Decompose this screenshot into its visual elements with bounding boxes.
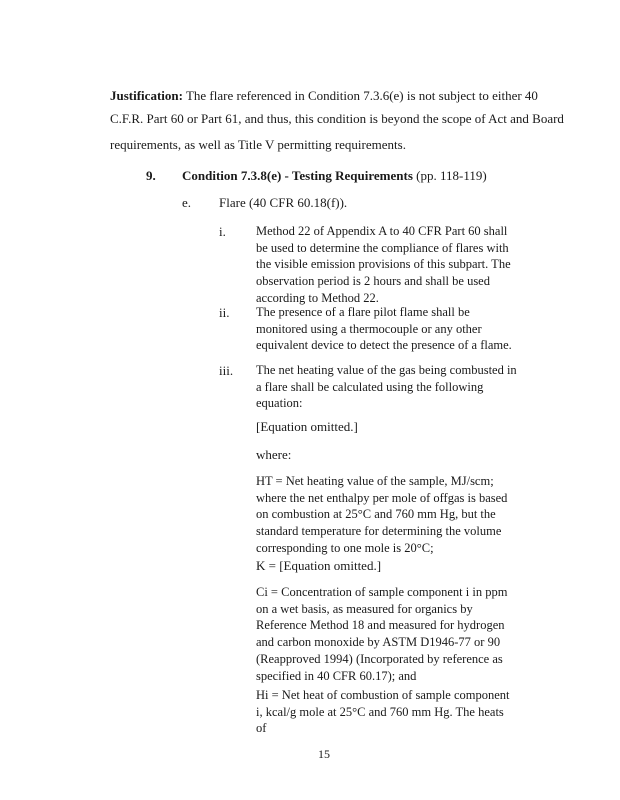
justification-line-1 — [110, 88, 538, 104]
ht-definition: HT = Net heating value of the sample, MJ/scm; where the net enthalpy per mole of offgas is based on combustion at 25°C and 760 mm Hg, but the standard temperature for determining the volume corresponding to one mole is 20°C; — [256, 474, 508, 555]
item-numeral: ii. — [219, 305, 230, 320]
justification-label: Justification: — [110, 88, 183, 103]
subsection-title: Flare (40 CFR 60.18(f)). — [219, 195, 348, 210]
item-numeral: iii. — [219, 363, 234, 378]
section-heading-line — [182, 168, 487, 184]
item-text: The net heating value of the gas being combusted in a flare shall be calculated using the following equation: — [256, 363, 517, 411]
justification-text-1: The flare referenced in Condition 7.3.6(e) is not subject to either 40 — [185, 88, 538, 103]
subsection-letter: e. — [182, 195, 192, 210]
where-label: where: — [256, 447, 292, 462]
ci-definition: Ci = Concentration of sample component i in ppm on a wet basis, as measured for organics by Reference Method 18 and measured for hydrogen and carbon monoxide by ASTM D1946-77 or 90 (Reapproved 1994) (Incorporated by reference as specified in 40 CFR 60.17); and — [256, 585, 508, 683]
hi-definition: Hi = Net heat of combustion of sample component i, kcal/g mole at 25°C and 760 mm Hg. The heats of — [256, 688, 510, 736]
item-text: Method 22 of Appendix A to 40 CFR Part 60 shall be used to determine the compliance of flares with the visible emission provisions of this subpart. The observation period is 2 hours and shall be used according to Method 22. — [256, 224, 511, 305]
item-numeral: i. — [219, 224, 226, 239]
justification-line-3: requirements, as well as Title V permitting requirements. — [110, 137, 406, 152]
k-definition: K = [Equation omitted.] — [256, 558, 382, 573]
section-pages: (pp. 118-119) — [416, 168, 487, 183]
equation-placeholder: [Equation omitted.] — [256, 419, 358, 434]
justification-line-2: C.F.R. Part 60 or Part 61, and thus, this condition is beyond the scope of Act and Board — [110, 111, 564, 126]
section-number: 9. — [146, 168, 156, 183]
page-number: 15 — [318, 747, 330, 761]
section-heading: Condition 7.3.8(e) - Testing Requirements — [182, 168, 413, 183]
item-text: The presence of a flare pilot flame shall be monitored using a thermocouple or any other equivalent device to detect the presence of a flame. — [256, 305, 512, 353]
